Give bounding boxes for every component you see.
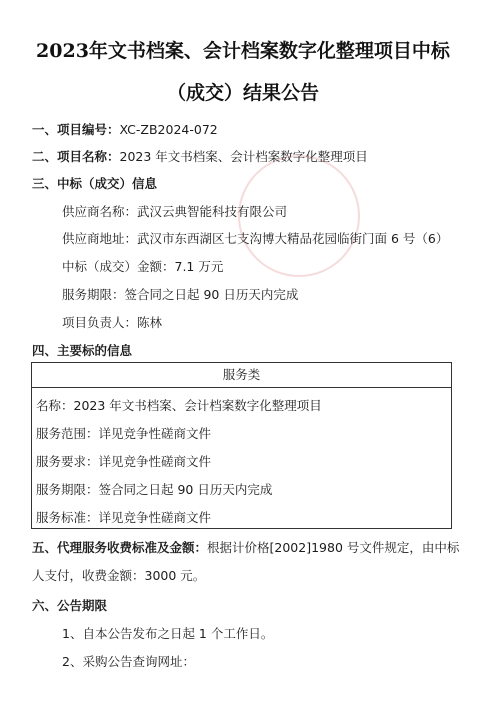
notice-period-heading: 六、公告期限: [32, 598, 108, 613]
table-row: 服务期限：签合同之日起 90 日历天内完成: [36, 482, 273, 497]
agency-fee-continued: 人支付，收费金额：3000 元。: [32, 568, 206, 583]
table-row: 服务要求：详见竞争性磋商文件: [36, 454, 212, 469]
project-number-row: [32, 120, 218, 138]
project-name-row: [32, 147, 368, 165]
service-period: 服务期限：签合同之日起 90 日历天内完成: [62, 287, 299, 302]
supplier-name: 供应商名称：武汉云典智能科技有限公司: [62, 204, 288, 219]
subject-table: [31, 362, 452, 529]
subject-info-heading: 四、主要标的信息: [32, 343, 133, 358]
project-name-label: 二、项目名称：: [32, 149, 120, 164]
page-title-line-1: 2023年文书档案、会计档案数字化整理项目中标: [36, 40, 450, 62]
agency-fee-label: 五、代理服务收费标准及金额：: [32, 540, 208, 555]
project-name-value: 2023 年文书档案、会计档案数字化整理项目: [119, 149, 368, 164]
award-amount: 中标（成交）金额：7.1 万元: [62, 259, 224, 274]
project-manager: 项目负责人：陈林: [62, 315, 163, 330]
table-row: 服务标准：详见竞争性磋商文件: [36, 510, 212, 525]
page-title-line-2: （成交）结果公告: [166, 82, 319, 104]
agency-fee-text: 根据计价格[2002]1980 号文件规定，由中标: [207, 540, 460, 555]
subject-table-header: 服务类: [32, 363, 451, 388]
notice-period-item-2: 2、采购公告查询网址：: [62, 654, 195, 669]
table-row: 服务范围：详见竞争性磋商文件: [36, 426, 212, 441]
supplier-address: 供应商地址：武汉市东西湖区七支沟博大精品花园临街门面 6 号（6）: [62, 231, 449, 246]
project-number-label: 一、项目编号：: [32, 122, 120, 137]
project-number-value: XC-ZB2024-072: [119, 122, 218, 137]
notice-period-item-1: 1、自本公告发布之日起 1 个工作日。: [62, 626, 274, 641]
table-row: 名称：2023 年文书档案、会计档案数字化整理项目: [36, 398, 322, 413]
award-info-heading: 三、中标（成交）信息: [32, 176, 158, 191]
agency-fee-row: [32, 538, 459, 556]
